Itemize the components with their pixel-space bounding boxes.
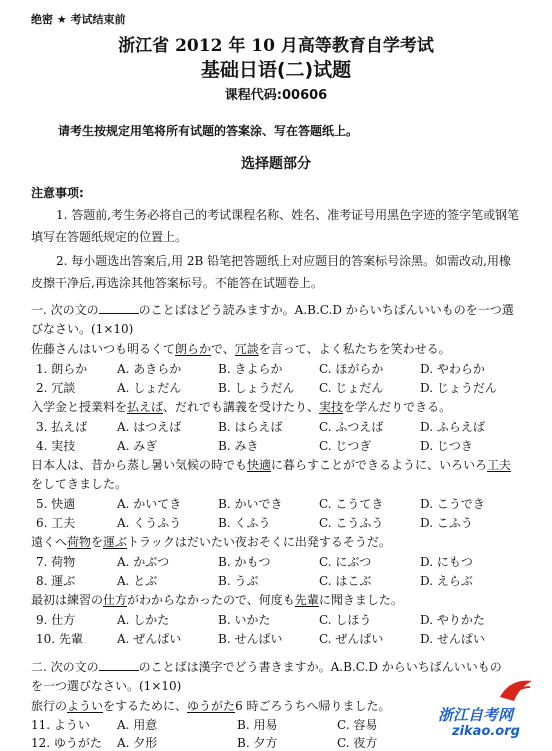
sentence-text: を <box>91 535 104 549</box>
sentence-text: に暮らすことができるように、いろいろ <box>271 458 488 472</box>
sentence-3 <box>31 456 511 473</box>
sentence-text: 佐藤さんはいつも明るくて <box>31 342 176 356</box>
option-a: A. とぶ <box>117 574 158 588</box>
question-1: 1. 朗らか <box>36 362 88 376</box>
sentence-2 <box>31 398 451 415</box>
course-code: 课程代码:00606 <box>224 88 328 103</box>
watermark-title: 浙江自考网 <box>438 706 514 724</box>
question-5: 5. 快適 <box>36 497 76 511</box>
question-11: 11. ようい <box>31 718 90 732</box>
underlined-word: 快適 <box>247 458 272 472</box>
sentence-text: を学んだりできる。 <box>343 400 452 414</box>
sentence-text: を言って、よく私たちを笑わせる。 <box>258 342 451 356</box>
sentence-text: に聞きました。 <box>318 593 403 607</box>
blank-line <box>99 658 139 671</box>
underlined-word: 先輩 <box>294 593 319 607</box>
sentence-text: で、 <box>211 342 235 356</box>
option-a: A. しょだん <box>117 381 182 395</box>
question-9: 9. 仕方 <box>36 613 76 627</box>
exam-title: 浙江省 2012 年 10 月高等教育自学考试 <box>118 36 434 56</box>
option-c: C. こうてき <box>319 497 384 511</box>
option-a: A. くうふう <box>117 516 182 530</box>
option-c: C. 夜方 <box>337 736 378 750</box>
option-d: D. じつき <box>420 439 473 453</box>
note-2-line-1: 2. 每小题选出答案后,用 2B 铅笔把答题纸上对应题目的答案标号涂黑。如需改动,用橡 <box>56 254 511 268</box>
underlined-word: ようい <box>67 699 104 713</box>
option-b: B. みき <box>218 439 259 453</box>
section-1-intro-line-2: びなさい。(1×10) <box>31 322 134 336</box>
sentence-text: 、だれでも講義を受けたり、 <box>163 400 320 414</box>
option-d: D. やりかた <box>420 613 485 627</box>
option-c: C. はこぶ <box>319 574 372 588</box>
option-b: B. いかた <box>218 613 271 627</box>
option-c: C. ぜんぱい <box>319 632 384 646</box>
option-d: D. ふらえば <box>420 420 485 434</box>
sentence-3-line-2: をしてきました。 <box>31 477 128 491</box>
option-d: D. えらぶ <box>420 574 473 588</box>
option-b: B. しょうだん <box>218 381 295 395</box>
section-2-intro-b: のことばは漢字でどう書きますか。A.B.C.D からいちばんいいもの <box>138 660 502 674</box>
option-d: D. こふう <box>420 516 473 530</box>
option-a: A. はつえば <box>117 420 182 434</box>
sentence-text: をするために、 <box>103 699 188 713</box>
blank-line <box>99 301 139 314</box>
question-6: 6. 工夫 <box>36 516 76 530</box>
option-b: B. うぶ <box>218 574 259 588</box>
section-2-intro-line-2: を一つ選びなさい。(1×10) <box>31 679 182 693</box>
option-b: B. 夕方 <box>237 736 278 750</box>
option-a: A. しかた <box>117 613 170 627</box>
option-c: C. ふつえば <box>319 420 384 434</box>
option-a: A. あきらか <box>117 362 182 376</box>
option-b: B. 用易 <box>237 718 278 732</box>
underlined-word: 運ぶ <box>103 535 128 549</box>
option-a: A. 夕形 <box>117 736 158 750</box>
underlined-word: 朗らか <box>175 342 212 356</box>
underlined-word: 工夫 <box>487 458 512 472</box>
underlined-word: 実技 <box>319 400 344 414</box>
sentence-6 <box>31 697 391 714</box>
option-d: D. やわらか <box>420 362 485 376</box>
sentence-text: 旅行の <box>31 699 68 713</box>
underlined-word: 仕方 <box>103 593 128 607</box>
option-d: D. こうでき <box>420 497 485 511</box>
option-d: D. じょうだん <box>420 381 497 395</box>
subject-title: 基础日语(二)试题 <box>200 59 352 81</box>
section-1-intro <box>31 301 514 318</box>
option-a: A. かいてき <box>117 497 182 511</box>
option-d: D. にもつ <box>420 555 473 569</box>
notes-heading: 注意事项: <box>31 186 84 200</box>
question-4: 4. 実技 <box>36 439 76 453</box>
sentence-text: 最初は練習の <box>31 593 104 607</box>
option-c: C. じょだん <box>319 381 384 395</box>
sentence-1 <box>31 340 451 357</box>
sentence-text: トラックはだいたい夜おそくに出発するそうだ。 <box>127 535 391 549</box>
underlined-word: 冗談 <box>234 342 259 356</box>
section-2-intro-a: 二. 次の文の <box>31 660 99 674</box>
section-1-intro-b: のことばはどう読みますか。A.B.C.D からいちばんいいものを一つ選 <box>138 303 514 317</box>
option-a: A. かぶつ <box>117 555 170 569</box>
note-2-line-2: 皮擦干净后,再选涂其他答案标号。不能答在试题卷上。 <box>31 276 323 290</box>
sentence-4 <box>31 533 391 550</box>
sentence-text: 遠くへ <box>31 535 68 549</box>
underlined-word: ゆうがた <box>187 699 236 713</box>
option-c: C. じつぎ <box>319 439 372 453</box>
sentence-text: 入学金と授業料を <box>31 400 128 414</box>
question-7: 7. 荷物 <box>36 555 76 569</box>
sentence-text: がわからなかったので、何度も <box>127 593 295 607</box>
option-d: D. せんぱい <box>420 632 485 646</box>
option-c: C. ほがらか <box>319 362 384 376</box>
note-1-line-1: 1. 答题前,考生务必将自己的考试课程名称、姓名、准考证号用黑色字迹的签字笔或钢笔 <box>56 208 520 222</box>
option-a: A. 用意 <box>117 718 158 732</box>
option-c: C. しほう <box>319 613 372 627</box>
question-8: 8. 運ぶ <box>36 574 76 588</box>
option-b: B. せんぱい <box>218 632 283 646</box>
option-b: B. かいでき <box>218 497 283 511</box>
option-b: B. くふう <box>218 516 271 530</box>
option-c: C. こうふう <box>319 516 384 530</box>
option-b: B. はらえば <box>218 420 283 434</box>
sentence-text: 6 時ごろうちへ帰りました。 <box>235 699 391 713</box>
option-c: C. 容易 <box>337 718 378 732</box>
section-2-intro <box>31 658 502 675</box>
option-b: B. かもつ <box>218 555 271 569</box>
sentence-text: 日本人は、昔から蒸し暑い気候の時でも <box>31 458 248 472</box>
sentence-5 <box>31 591 403 608</box>
option-c: C. にぶつ <box>319 555 372 569</box>
underlined-word: 払えば <box>127 400 164 414</box>
answer-instruction: 请考生按规定用笔将所有试题的答案涂、写在答题纸上。 <box>58 124 359 138</box>
part-title: 选择题部分 <box>241 156 311 172</box>
note-1-line-2: 填写在答题纸规定的位置上。 <box>31 230 188 244</box>
watermark-url: zikao.org <box>452 724 520 739</box>
option-a: A. みぎ <box>117 439 158 453</box>
question-10: 10. 先輩 <box>36 632 83 646</box>
option-b: B. きよらか <box>218 362 283 376</box>
confidential-mark: 绝密 ★ 考试结束前 <box>31 13 126 26</box>
underlined-word: 荷物 <box>67 535 92 549</box>
option-a: A. ぜんぱい <box>117 632 182 646</box>
question-3: 3. 払えば <box>36 420 88 434</box>
question-12: 12. ゆうがた <box>31 736 102 750</box>
question-2: 2. 冗談 <box>36 381 76 395</box>
section-1-intro-a: 一. 次の文の <box>31 303 99 317</box>
